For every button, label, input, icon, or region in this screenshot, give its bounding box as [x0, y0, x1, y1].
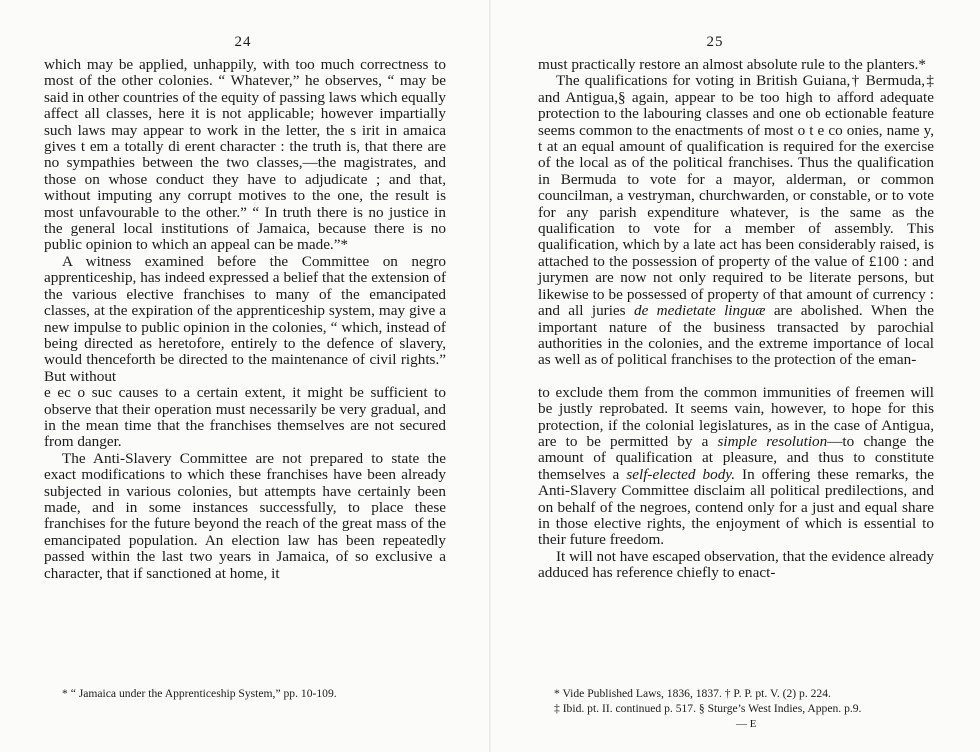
paragraph — [538, 385, 934, 549]
footnote: * Vide Published Laws, 1836, 1837. † P. P. pt. V. (2) p. 224. — [554, 687, 831, 700]
text-run: to change the amount of qualification at pleasure, and thus to constitute themselves a — [538, 432, 934, 483]
paragraph: It will not have escaped observation, that the evidence already adduced has reference chiefly to enact- — [538, 547, 934, 582]
footnote: * “ Jamaica under the Apprenticeship System,” pp. 10-109. — [62, 687, 337, 700]
signature-mark: — E — [736, 718, 757, 730]
paragraph: A witness examined before the Committee on negro apprenticeship, has indeed expressed a belief that the extension of the various elective franchises to many of the emancipated classes, at the expiration of the apprenticeship system, may give a new impulse to public opinion in the colonies, “ which, instead of being directed as heretofore, entirely to the defence of slavery, would thenceforth be directed to the maintenance of civil rights.” But without — [44, 252, 446, 385]
page-number: 25 — [706, 34, 724, 50]
paragraph: e ec o suc causes to a certain extent, it might be sufficient to observe that their operation must necessarily be very gradual, and in the mean time that the franchises themselves are not secured from danger. — [44, 384, 446, 451]
paragraph: which may be applied, unhappily, with too much correctness to most of the other colonies. “ Whatever,” he observes, “ may be said in other countries of the equity of passing laws which equally affect all classes, here it is not applicable; however impartially such laws may appear to work in the letter, the s irit in amaica gives t em a totally di erent character : the truth is, that there are no sympathies between the two classes,—the magistrates, and those on whose conduct they have to adjudicate ; and that, without imputing any corrupt motives to the one, the result is most unfavourable to the other.” “ In truth there is no justice in the general local institutions of Jamaica, because there is no public opinion to which an appeal can be made.”* — [44, 56, 446, 254]
paragraph: must practically restore an almost absolute rule to the planters.* — [538, 56, 927, 73]
text-run: to exclude them from the common immunities of freemen will be justly reprobated. It seems vain, however, to hope for this protection, if the colonial legislatures, as in the case of Antigua, are to be permitted by a — [538, 383, 934, 450]
body-text — [44, 57, 446, 582]
em-dash: — — [827, 432, 843, 450]
italic-phrase: de medietate linguæ — [633, 302, 766, 320]
text-run: are abolished. When the important nature of the business transacted by parochial authorities in the colonies, and the extreme importance of local as well as of political franchises to the protection of the eman- — [538, 302, 935, 369]
text-run: The qualifications for voting in British Guiana,† Bermuda,‡ and Antigua,§ again, appear to be too high to afford adequate protection to the labouring classes and one ob ectionable feature seems common to the enactments of most o t e co onies, name y, t at an equal amount of qualification is required for the exercise of the local as of the political franchises. Thus the qualification in Bermuda to vote for a mayor, alderman, or common councilman, a vestryman, churchwarden, or constable, or to vote for any parish expenditure whatever, is the same as the qualification to vote for a member of assembly. This qualification, which by a late act has been considerably raised, is attached to the possession of property of the value of £100 : and jurymen are now not only required to be literate persons, but likewise to be possessed of property of that amount of currency : and all juries — [538, 72, 934, 320]
paragraph — [538, 73, 934, 368]
italic-phrase: simple resolution — [717, 432, 828, 450]
paragraph: The Anti-Slavery Committee are not prepared to state the exact modifications to which these franchises have been already subjected in various colonies, but attempts have certainly been made, and in some instances successfully, to place these franchises for the future beyond the reach of the great mass of the emancipated population. An election law has been repeatedly passed within the last two years in Jamaica, of so exclusive a character, that if sanctioned at home, it — [44, 449, 446, 582]
text-run: In offering these remarks, the Anti-Slavery Committee disclaim all political predilections, and on behalf of the negroes, contend only for a just and equal share in those elective rights, the enjoyment of which is essential to their future freedom. — [538, 465, 934, 549]
italic-phrase: self-elected body. — [626, 465, 735, 483]
page-number: 24 — [234, 34, 252, 50]
blank-line — [538, 369, 934, 385]
body-text — [538, 57, 934, 582]
right-page — [490, 0, 980, 752]
footnotes — [554, 686, 954, 716]
footnote: ‡ Ibid. pt. II. continued p. 517. § Sturge’s West Indies, Appen. p.9. — [554, 702, 862, 715]
